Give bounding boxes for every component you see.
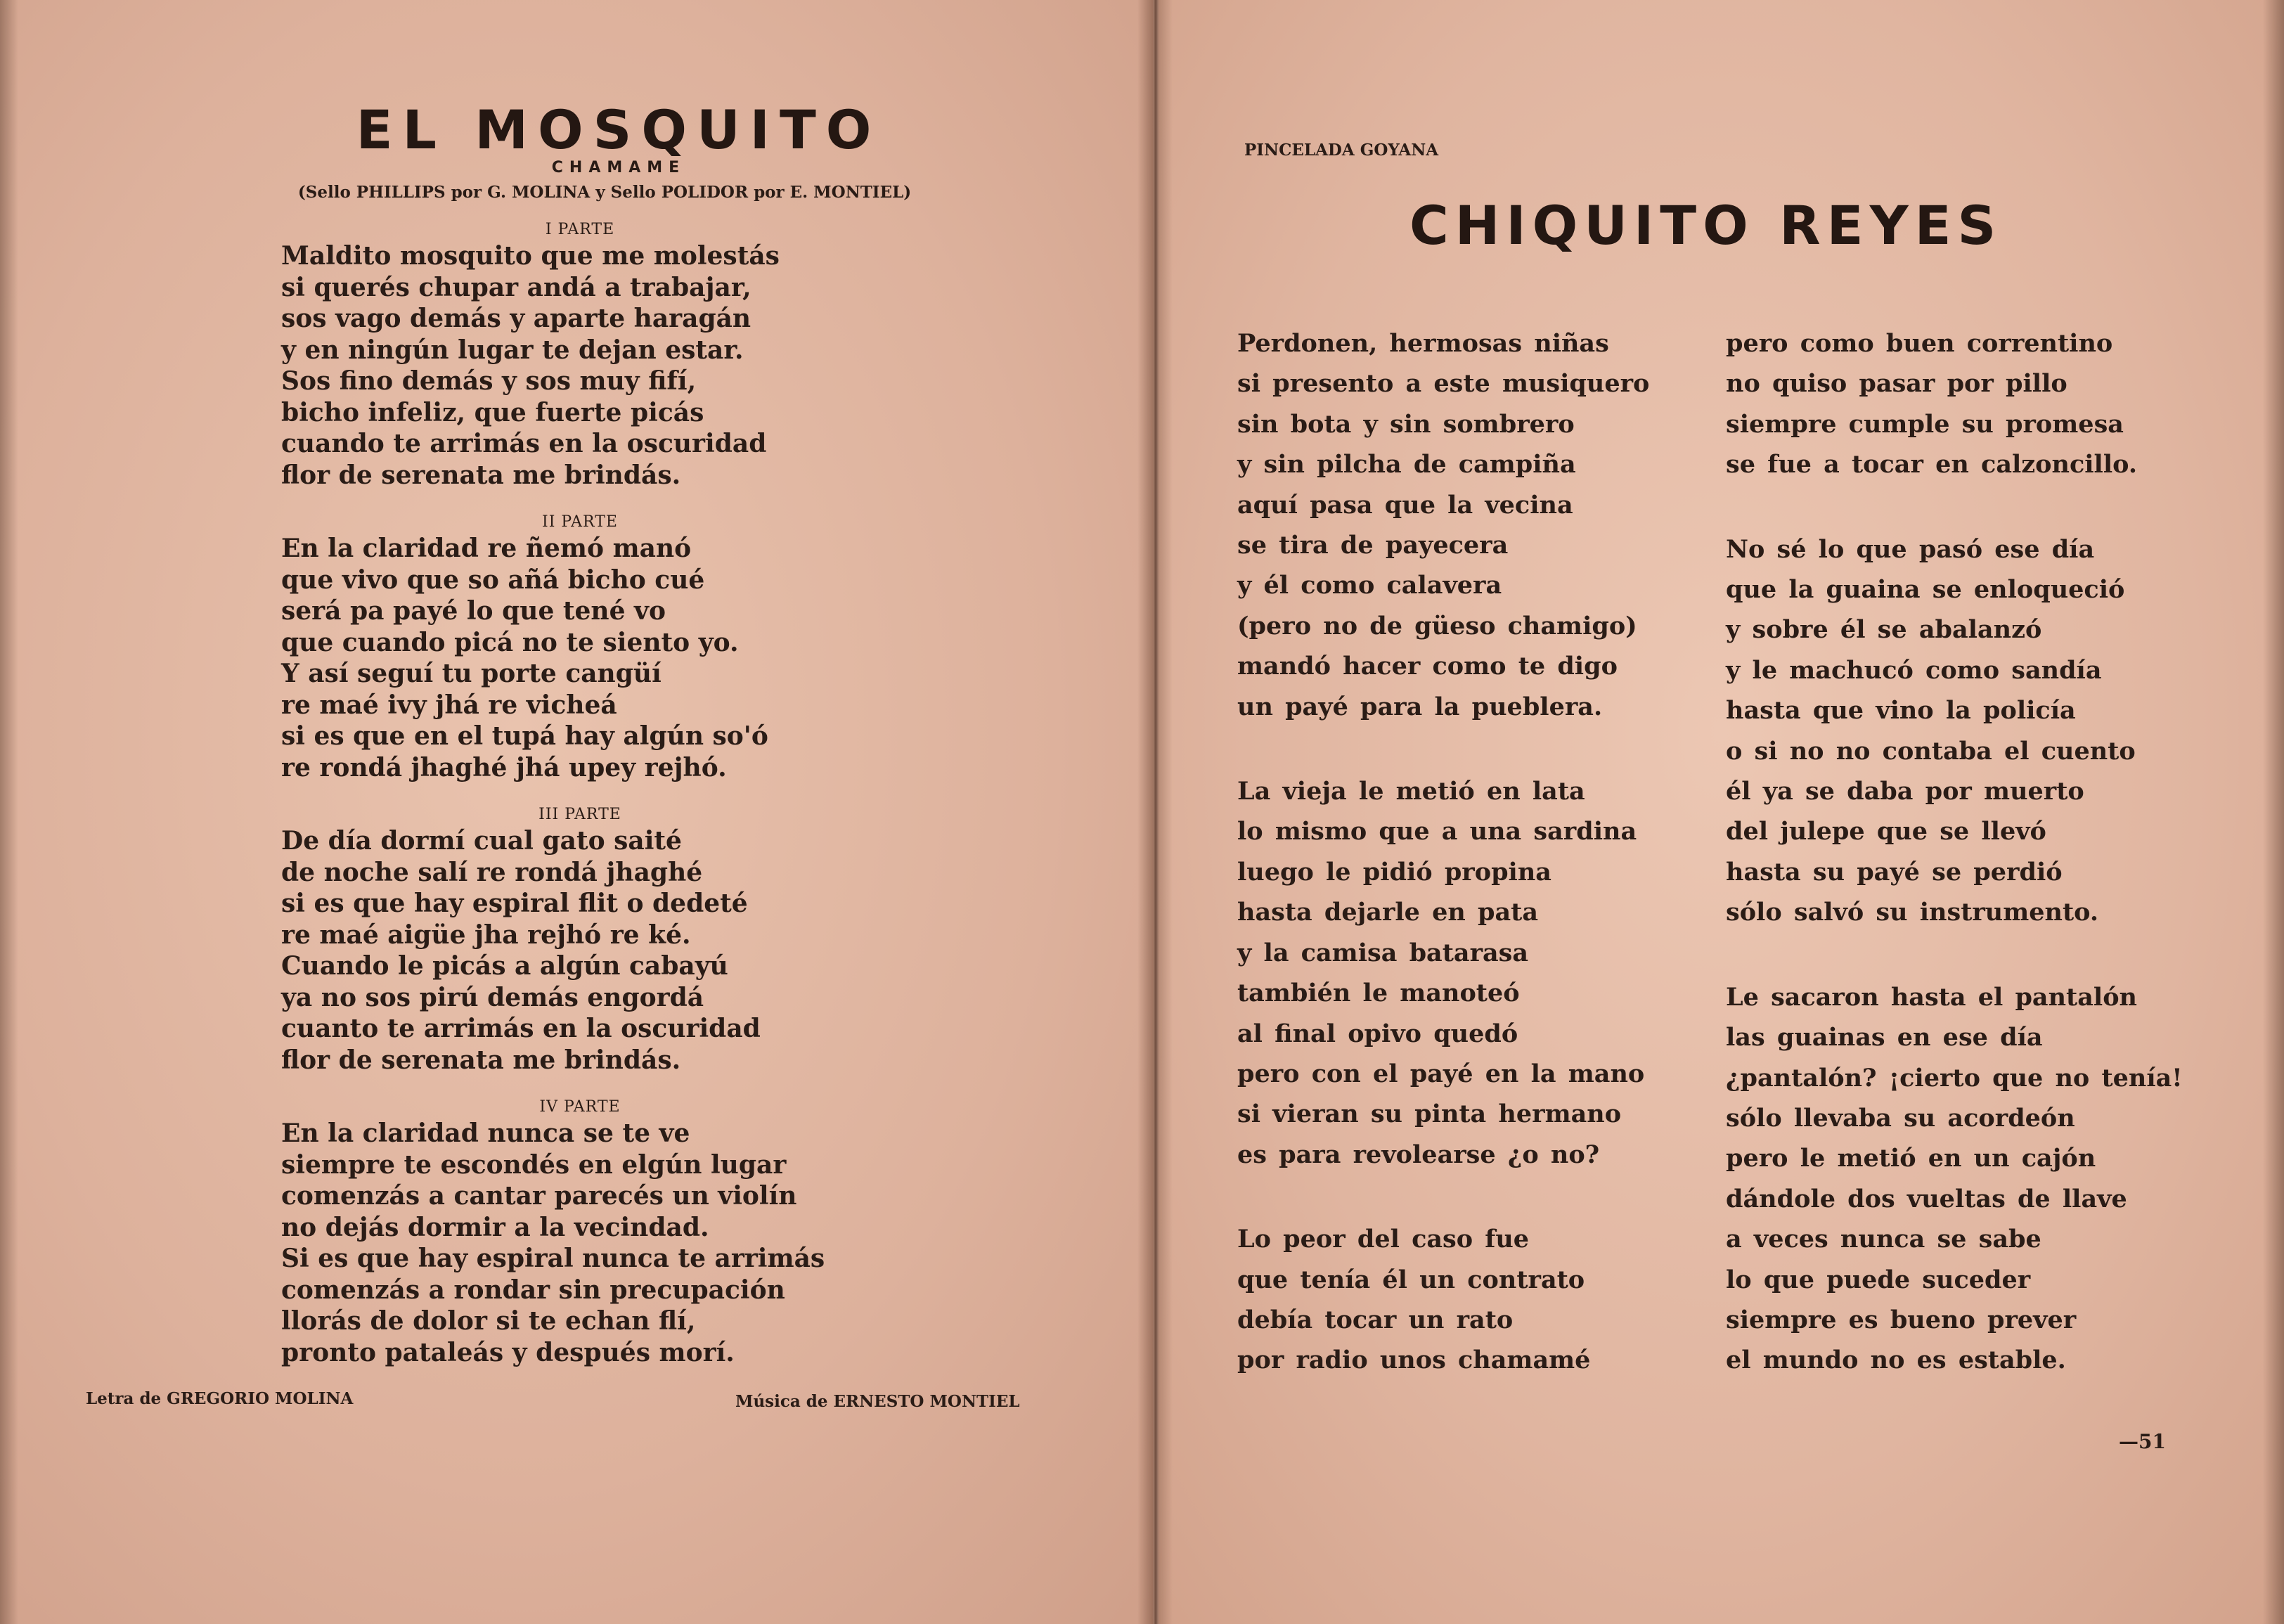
lyrics-part-2 <box>281 512 900 783</box>
poem-line: mandó hacer como te digo <box>1237 652 1618 681</box>
verse-line: flor de serenata me brindás. <box>281 460 681 490</box>
verse-line: que cuando picá no te siento yo. <box>281 627 739 657</box>
poem-line: (pero no de güeso chamigo) <box>1237 611 1637 640</box>
verse-line: Cuando le picás a algún cabayú <box>281 951 728 981</box>
lyricist-credit: Letra de GREGORIO MOLINA <box>86 1389 354 1408</box>
stanza <box>1237 771 1701 1175</box>
record-label-credits: (Sello PHILLIPS por G. MOLINA y Sello POLIDOR por E. MONTIEL) <box>297 183 912 202</box>
verse-line: siempre te escondés en elgún lugar <box>281 1149 787 1180</box>
verse-line: si querés chupar andá a trabajar, <box>281 272 751 302</box>
poem-line: hasta su payé se perdió <box>1726 857 2063 887</box>
poem-line: del julepe que se llevó <box>1726 817 2046 846</box>
verse-line: Maldito mosquito que me molestás <box>281 241 780 271</box>
poem-line: un payé para la pueblera. <box>1237 692 1603 721</box>
poem-line: él ya se daba por muerto <box>1726 777 2084 806</box>
verse-line: re maé aigüe jha rejhó re ké. <box>281 920 691 950</box>
poem-line: y le machucó como sandía <box>1726 655 2102 685</box>
poem-line: y la camisa batarasa <box>1237 938 1529 967</box>
stanza <box>1237 323 1701 727</box>
poem-line: La vieja le metió en lata <box>1237 777 1585 806</box>
verse-line: pronto pataleás y después morí. <box>281 1337 735 1367</box>
poem-line: aquí pasa que la vecina <box>1237 490 1573 520</box>
verse-line: Si es que hay espiral nunca te arrimás <box>281 1244 825 1273</box>
verse-line: y en ningún lugar te dejan estar. <box>281 335 744 365</box>
poem-line: hasta que vino la policía <box>1726 696 2076 726</box>
verse-line: En la claridad re ñemó manó <box>281 534 692 563</box>
part-label: III PARTE <box>538 806 621 823</box>
verse-line: re rondá jhaghé jhá upey rejhó. <box>281 752 727 782</box>
verse-line: sos vago demás y aparte haragán <box>281 304 751 333</box>
poem-line: hasta dejarle en pata <box>1237 898 1539 927</box>
verse <box>281 533 900 783</box>
poem-line: sin bota y sin sombrero <box>1237 409 1575 439</box>
verse-line: de noche salí re rondá jhaghé <box>281 857 703 887</box>
poem-line: las guainas en ese día <box>1726 1023 2043 1052</box>
part-label: I PARTE <box>545 221 615 238</box>
section-kicker: PINCELADA GOYANA <box>1244 141 1439 160</box>
poem-line: ¿pantalón? ¡cierto que no tenía! <box>1726 1063 2183 1093</box>
poem-line: por radio unos chamamé <box>1237 1346 1591 1375</box>
poem-line: o si no no contaba el cuento <box>1726 736 2136 766</box>
verse-line: De día dormí cual gato saité <box>281 826 682 856</box>
poem-line: si vieran su pinta hermano <box>1237 1100 1622 1129</box>
poem-line: dándole dos vueltas de llave <box>1726 1184 2127 1213</box>
stanza <box>1726 529 2218 933</box>
verse-line: cuando te arrimás en la oscuridad <box>281 429 767 458</box>
poem-line: luego le pidió propina <box>1237 857 1551 887</box>
poem-line: se tira de payecera <box>1237 531 1509 560</box>
poem-line: es para revolearse ¿o no? <box>1237 1140 1600 1169</box>
poem-line: Perdonen, hermosas niñas <box>1237 329 1609 358</box>
verse-line: comenzás a rondar sin precupación <box>281 1275 785 1305</box>
stanza <box>1237 1219 1701 1381</box>
stanza <box>1726 323 2218 485</box>
part-label: IV PARTE <box>539 1098 621 1116</box>
poem-line: sólo salvó su instrumento. <box>1726 898 2099 927</box>
poem-line: pero con el payé en la mano <box>1237 1059 1645 1088</box>
poem-line: al final opivo quedó <box>1237 1019 1518 1048</box>
poem-line: el mundo no es estable. <box>1726 1346 2066 1375</box>
stanza <box>1726 977 2218 1381</box>
page-number: —51 <box>2119 1430 2166 1453</box>
book-gutter <box>1137 0 1173 1624</box>
poem-line: se fue a tocar en calzoncillo. <box>1726 450 2138 479</box>
part-label: II PARTE <box>542 513 618 531</box>
page-edge-shadow-left <box>0 0 18 1624</box>
poem-line: y sin pilcha de campiña <box>1237 450 1576 479</box>
verse-line: re maé ivy jhá re vicheá <box>281 690 617 720</box>
verse-line: si es que en el tupá hay algún so'ó <box>281 721 768 751</box>
poem-line: sólo llevaba su acordeón <box>1726 1103 2075 1133</box>
verse <box>281 240 900 491</box>
poem-line: debía tocar un rato <box>1237 1305 1514 1334</box>
verse <box>281 1118 900 1368</box>
poem-line: No sé lo que pasó ese día <box>1726 534 2095 564</box>
song-title-chiquito-reyes: CHIQUITO REYES <box>1409 194 2003 257</box>
verse-line: Sos fino demás y sos muy fifí, <box>281 366 697 396</box>
poem-line: que la guaina se enloqueció <box>1726 575 2125 605</box>
poem-line: lo que puede suceder <box>1726 1265 2031 1294</box>
verse-line: En la claridad nunca se te ve <box>281 1119 690 1148</box>
verse-line: flor de serenata me brindás. <box>281 1045 681 1075</box>
verse-line: ya no sos pirú demás engordá <box>281 982 704 1012</box>
composer-credit: Música de ERNESTO MONTIEL <box>735 1392 1020 1411</box>
page-edge-shadow-right <box>2263 0 2284 1624</box>
verse-line: cuanto te arrimás en la oscuridad <box>281 1014 761 1043</box>
poem-line: pero le metió en un cajón <box>1726 1144 2096 1173</box>
poem-line: si presento a este musiquero <box>1237 369 1650 399</box>
poem-column-2 <box>1726 323 2218 1425</box>
poem-line: a veces nunca se sabe <box>1726 1225 2041 1254</box>
poem-line: no quiso pasar por pillo <box>1726 369 2067 399</box>
verse-line: si es que hay espiral flit o dedeté <box>281 889 748 918</box>
poem-column-1 <box>1237 323 1701 1425</box>
lyrics-part-3 <box>281 804 900 1076</box>
poem-line: y sobre él se abalanzó <box>1726 615 2042 645</box>
verse-line: comenzás a cantar parecés un violín <box>281 1181 797 1211</box>
poem-line: que tenía él un contrato <box>1237 1265 1585 1294</box>
poem-line: pero como buen correntino <box>1726 329 2113 358</box>
song-title-el-mosquito: EL MOSQUITO <box>356 98 882 161</box>
verse-line: será pa payé lo que tené vo <box>281 596 666 626</box>
verse <box>281 825 900 1076</box>
lyrics-part-4 <box>281 1097 900 1368</box>
verse-line: llorás de dolor si te echan flí, <box>281 1306 696 1336</box>
poem-line: también le manoteó <box>1237 979 1520 1008</box>
song-genre: CHAMAME <box>551 159 686 176</box>
poem-line: siempre es bueno prever <box>1726 1305 2077 1334</box>
poem-line: Le sacaron hasta el pantalón <box>1726 982 2137 1012</box>
poem-line: Lo peor del caso fue <box>1237 1225 1530 1254</box>
verse-line: que vivo que so añá bicho cué <box>281 565 705 595</box>
poem-line: siempre cumple su promesa <box>1726 409 2124 439</box>
verse-line: Y así seguí tu porte cangüí <box>281 659 662 688</box>
poem-line: y él como calavera <box>1237 571 1502 600</box>
lyrics-part-1 <box>281 219 900 491</box>
verse-line: bicho infeliz, que fuerte picás <box>281 397 704 427</box>
verse-line: no dejás dormir a la vecindad. <box>281 1212 709 1242</box>
poem-line: lo mismo que a una sardina <box>1237 817 1637 846</box>
